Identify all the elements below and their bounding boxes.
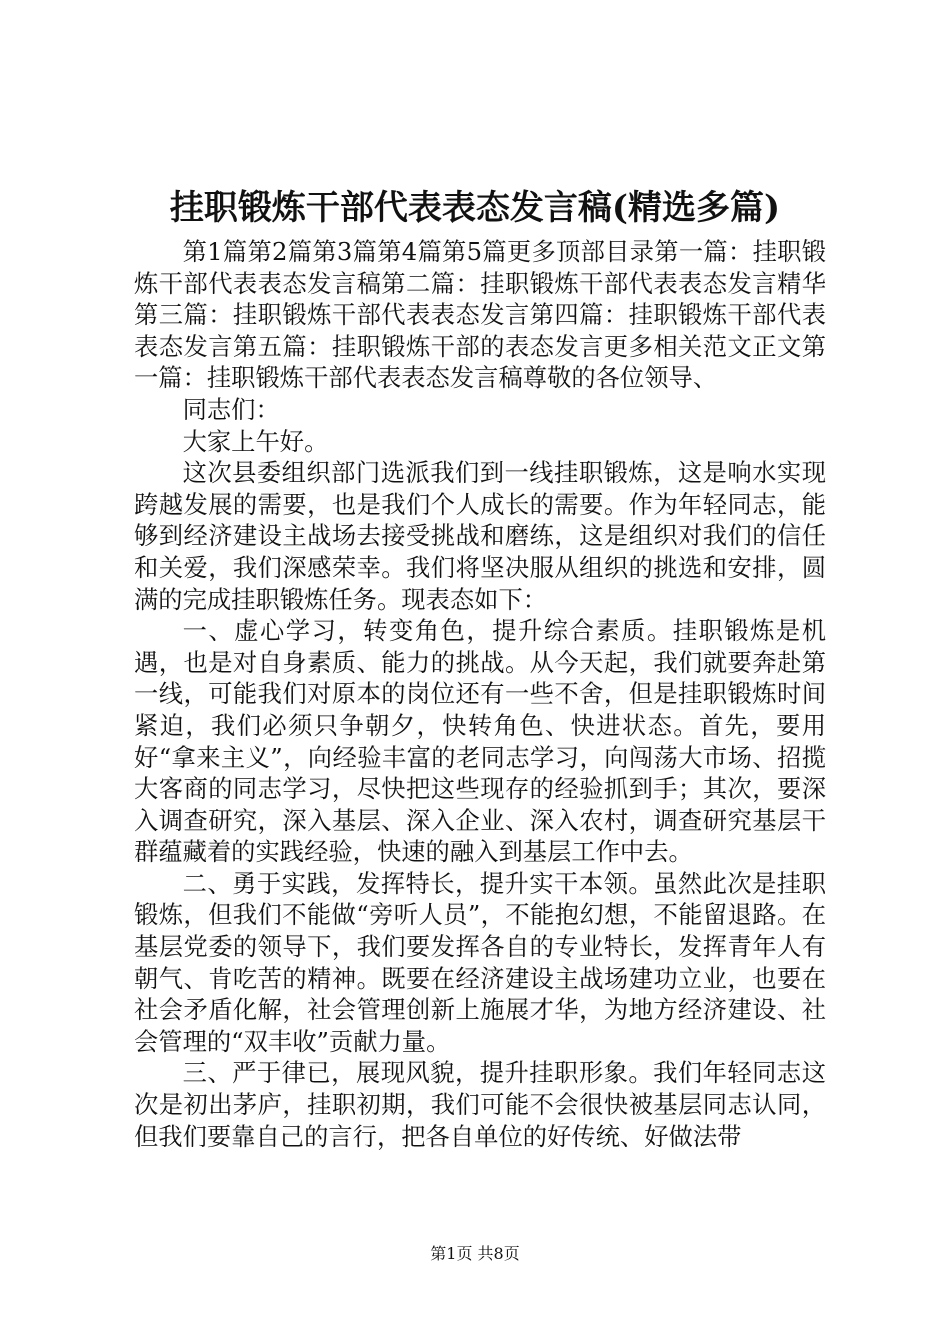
paragraph-intro: 这次县委组织部门选派我们到一线挂职锻炼，这是响水实现跨越发展的需要，也是我们个人成长的需要。作为年轻同志，能够到经济建设主战场去接受挑战和磨练，这是组织对我们的信任和关爱，我们深感荣幸。我们将坚决服从组织的挑选和安排，圆满的完成挂职锻炼任务。现表态如下： bbox=[134, 458, 826, 614]
page-footer: 第1页 共8页 bbox=[430, 1244, 520, 1263]
paragraph-point-three: 三、严于律已，展现风貌，提升挂职形象。我们年轻同志这次是初出茅庐，挂职初期，我们可能不会很快被基层同志认同，但我们要靠自己的言行，把各自单位的好传统、好做法带 bbox=[134, 1058, 826, 1151]
paragraph-point-one: 一、虚心学习，转变角色，提升综合素质。挂职锻炼是机遇，也是对自身素质、能力的挑战。从今天起，我们就要奔赴第一线，可能我们对原本的岗位还有一些不舍，但是挂职锻炼时间紧迫，我们必须只争朝夕，快转角色、快进状态。首先，要用好“拿来主义”，向经验丰富的老同志学习，向闯荡大市场、招揽大客商的同志学习，尽快把这些现存的经验抓到手；其次，要深入调查研究，深入基层、深入企业、深入农村，调查研究基层干群蕴藏着的实践经验，快速的融入到基层工作中去。 bbox=[134, 616, 826, 867]
paragraph-point-two: 二、勇于实践，发挥特长，提升实干本领。虽然此次是挂职锻炼，但我们不能做“旁听人员”，不能抱幻想，不能留退路。在基层党委的领导下，我们要发挥各自的专业特长，发挥青年人有朝气、肯吃苦的精神。既要在经济建设主战场建功立业，也要在社会矛盾化解，社会管理创新上施展才华，为地方经济建设、社会管理的“双丰收”贡献力量。 bbox=[134, 868, 826, 1056]
document-title: 挂职锻炼干部代表表态发言稿(精选多篇) bbox=[169, 188, 781, 228]
paragraph-greeting: 大家上午好。 bbox=[182, 426, 329, 456]
document-body bbox=[134, 236, 826, 1152]
paragraph-toc: 第1篇第2篇第3篇第4篇第5篇更多顶部目录第一篇：挂职锻炼干部代表表态发言稿第二篇：挂职锻炼干部代表表态发言精华第三篇：挂职锻炼干部代表表态发言第四篇：挂职锻炼干部代表表态发言第五篇：挂职锻炼干部的表态发言更多相关范文正文第一篇：挂职锻炼干部代表表态发言稿尊敬的各位领导、 bbox=[134, 237, 826, 393]
paragraph-salutation: 同志们： bbox=[182, 394, 280, 424]
